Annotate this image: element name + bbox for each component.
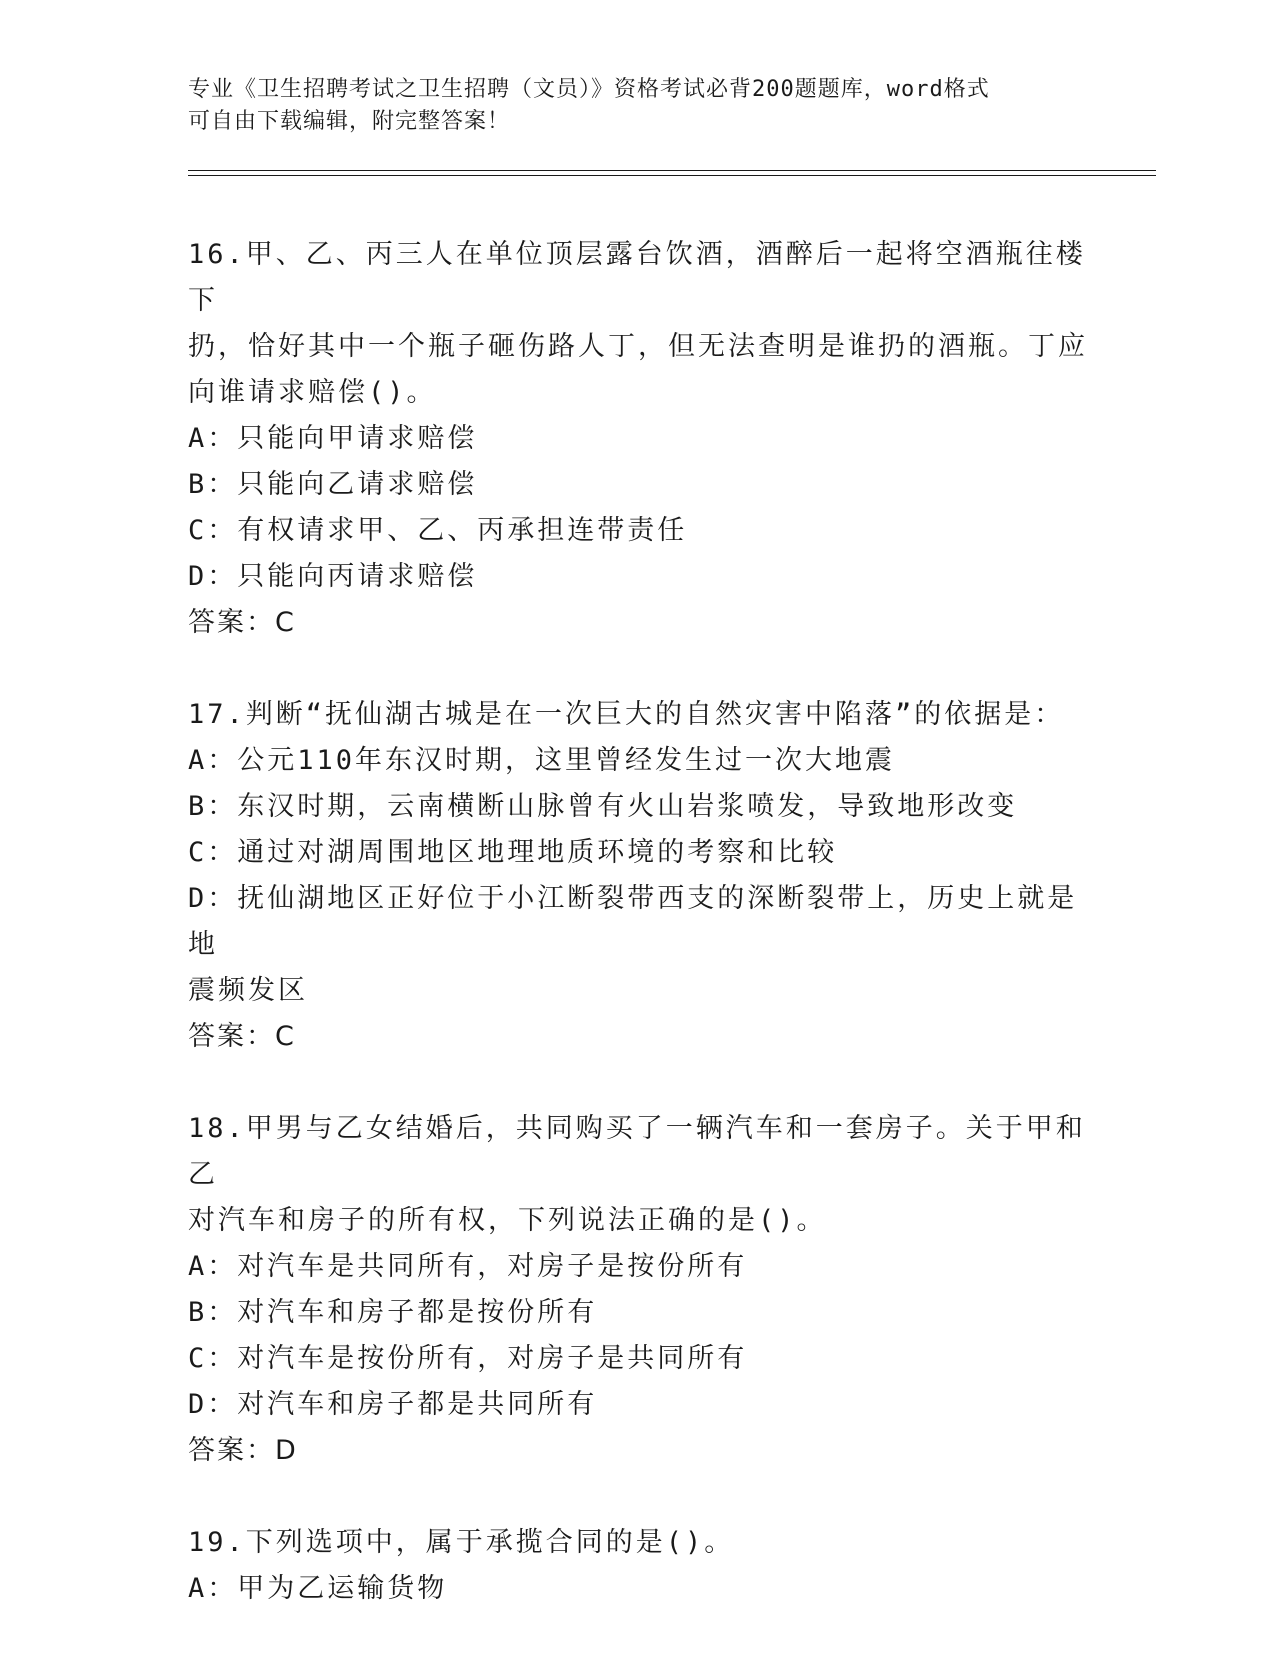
option-b: B：东汉时期，云南横断山脉曾有火山岩浆喷发，导致地形改变 [188, 791, 1018, 822]
option-a: A：甲为乙运输货物 [188, 1573, 448, 1604]
option-c: C：对汽车是按份所有，对房子是共同所有 [188, 1343, 748, 1374]
header-line-2: 可自由下载编辑，附完整答案！ [188, 109, 511, 134]
option-d-continued: 震频发区 [188, 975, 308, 1006]
option-d: D：对汽车和房子都是共同所有 [188, 1389, 598, 1420]
question-stem-line: 17.判断“抚仙湖古城是在一次巨大的自然灾害中陷落”的依据是： [188, 699, 1065, 730]
question-list [188, 232, 1088, 1658]
question-stem-line: 16.甲、乙、丙三人在单位顶层露台饮酒，酒醉后一起将空酒瓶往楼下 [188, 239, 1086, 316]
option-b: B：只能向乙请求赔偿 [188, 469, 478, 500]
answer-text: 答案：D [188, 1435, 298, 1466]
question-18 [188, 1106, 1088, 1474]
question-16 [188, 232, 1088, 646]
header-divider-bottom [188, 175, 1156, 176]
answer-text: 答案：C [188, 1021, 296, 1052]
question-17 [188, 692, 1088, 1060]
answer-row [188, 1014, 1088, 1060]
document-header [188, 74, 1088, 138]
question-stem-line: 19.下列选项中，属于承揽合同的是()。 [188, 1527, 735, 1558]
header-divider-top [188, 170, 1156, 171]
option-a: A：只能向甲请求赔偿 [188, 423, 478, 454]
option-b: B：对汽车和房子都是按份所有 [188, 1297, 598, 1328]
answer-text: 答案：C [188, 607, 296, 638]
question-stem-line: 对汽车和房子的所有权，下列说法正确的是()。 [188, 1205, 827, 1236]
option-c: C：有权请求甲、乙、丙承担连带责任 [188, 515, 688, 546]
option-d: D：只能向丙请求赔偿 [188, 561, 478, 592]
option-a: A：对汽车是共同所有，对房子是按份所有 [188, 1251, 748, 1282]
answer-row [188, 1428, 1088, 1474]
answer-row [188, 600, 1088, 646]
header-line-1: 专业《卫生招聘考试之卫生招聘（文员）》资格考试必背200题题库，word格式 [188, 77, 990, 102]
option-c: C：通过对湖周围地区地理地质环境的考察和比较 [188, 837, 838, 868]
question-stem-line: 扔，恰好其中一个瓶子砸伤路人丁，但无法查明是谁扔的酒瓶。丁应 [188, 331, 1088, 362]
question-19 [188, 1520, 1088, 1612]
option-a: A：公元110年东汉时期，这里曾经发生过一次大地震 [188, 745, 896, 776]
question-stem-line: 18.甲男与乙女结婚后，共同购买了一辆汽车和一套房子。关于甲和乙 [188, 1113, 1086, 1190]
option-d: D：抚仙湖地区正好位于小江断裂带西支的深断裂带上，历史上就是地 [188, 883, 1078, 960]
question-stem-line: 向谁请求赔偿()。 [188, 377, 437, 408]
